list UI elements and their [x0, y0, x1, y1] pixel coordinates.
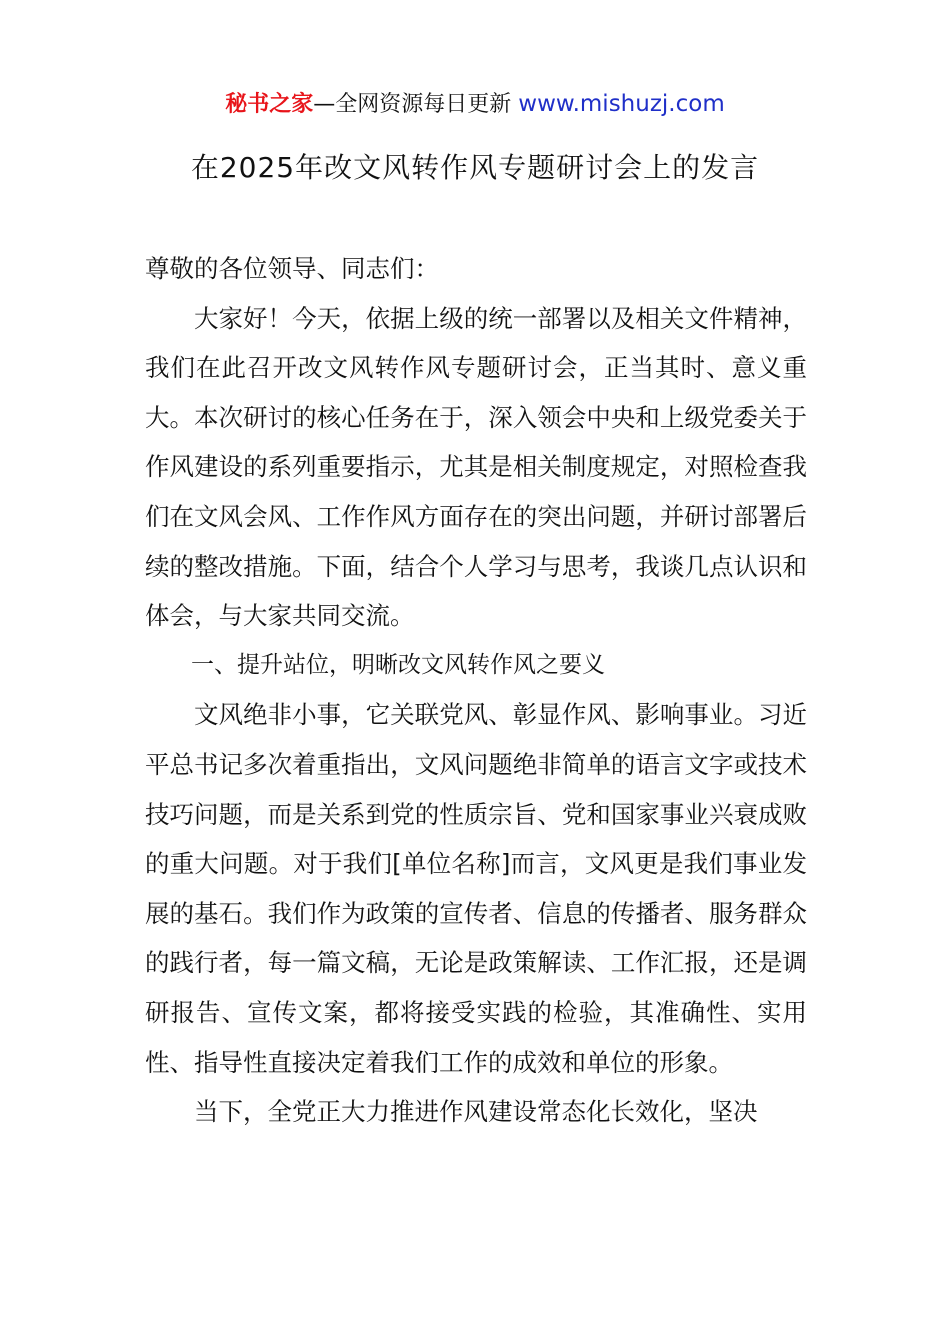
site-tagline: —全网资源每日更新 [313, 92, 519, 117]
site-url-link[interactable]: www.mishuzj.com [518, 91, 725, 117]
site-header [0, 86, 950, 123]
paragraph-continued: 当下，全党正大力推进作风建设常态化长效化，坚决 [194, 1097, 758, 1127]
brand-name: 秘书之家 [225, 92, 314, 117]
document-title: 在2025年改文风转作风专题研讨会上的发言 [190, 151, 760, 184]
section-heading-1: 一、提升站位，明晰改文风转作风之要义 [191, 651, 605, 678]
paragraph-intro: 大家好！今天，依据上级的统一部署以及相关文件精神，我们在此召开改文风转作风专题研讨会，正当其时、意义重大。本次研讨的核心任务在于，深入领会中央和上级党委关于作风建设的系列重要指示，尤其是相关制度规定，对照检查我们在文风会风、工作作风方面存在的突出问题，并研讨部署后续的整改措施。下面，结合个人学习与思考，我谈几点认识和体会，与大家共同交流。 [145, 303, 807, 631]
salutation: 尊敬的各位领导、同志们： [145, 254, 439, 283]
document-body [145, 244, 807, 1137]
paragraph-section-1: 文风绝非小事，它关联党风、彰显作风、影响事业。习近平总书记多次着重指出，文风问题绝非简单的语言文字或技术技巧问题，而是关系到党的性质宗旨、党和国家事业兴衰成败的重大问题。对于我们[单位名称]而言，文风更是我们事业发展的基石。我们作为政策的宣传者、信息的传播者、服务群众的践行者，每一篇文稿，无论是政策解读、工作汇报，还是调研报告、宣传文案，都将接受实践的检验，其准确性、实用性、指导性直接决定着我们工作的成效和单位的形象。 [145, 700, 807, 1077]
